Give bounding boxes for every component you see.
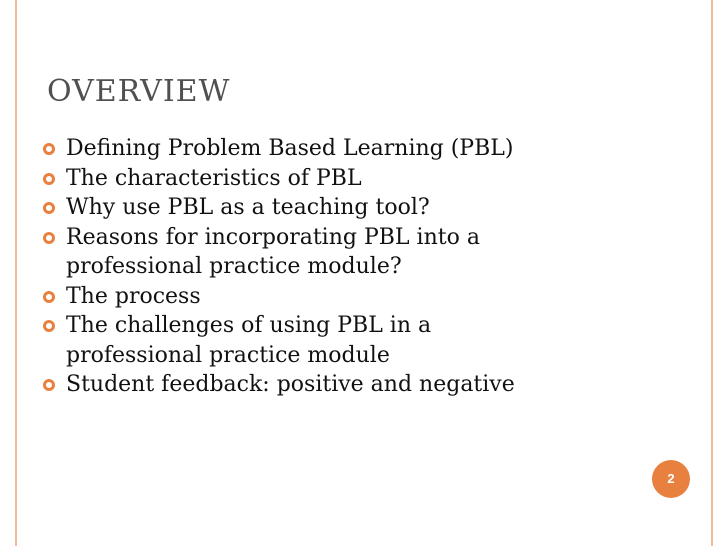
hollow-circle-icon bbox=[43, 291, 55, 303]
bullet-item bbox=[43, 223, 663, 282]
hollow-circle-icon bbox=[43, 202, 55, 214]
bullet-text: Reasons for incorporating PBL into a bbox=[66, 224, 480, 250]
hollow-circle-icon bbox=[43, 320, 55, 332]
bullet-item bbox=[43, 164, 663, 194]
left-border-rule bbox=[15, 0, 17, 546]
bullet-text: Student feedback: positive and negative bbox=[66, 372, 515, 397]
hollow-circle-icon bbox=[43, 232, 55, 244]
bullet-item bbox=[43, 134, 663, 164]
hollow-circle-icon bbox=[43, 173, 55, 185]
bullet-text-continuation: professional practice module? bbox=[66, 254, 402, 279]
bullet-item bbox=[43, 193, 663, 223]
slide-title: OVERVIEW bbox=[47, 74, 231, 109]
bullet-item bbox=[43, 311, 663, 370]
bullet-text: The process bbox=[66, 283, 201, 309]
bullet-text: Why use PBL as a teaching tool? bbox=[66, 195, 430, 220]
bullet-text-continuation: professional practice module bbox=[66, 342, 390, 368]
bullet-text: The challenges of using PBL in a bbox=[66, 313, 432, 338]
bullet-text: The characteristics of PBL bbox=[66, 165, 362, 191]
hollow-circle-icon bbox=[43, 379, 55, 391]
bullet-item bbox=[43, 370, 663, 400]
right-border-rule bbox=[711, 0, 713, 546]
bullet-text: Defining Problem Based Learning (PBL) bbox=[66, 136, 514, 161]
page-number-badge: 2 bbox=[652, 460, 690, 498]
bullet-item bbox=[43, 282, 663, 312]
bullet-list bbox=[43, 134, 663, 400]
hollow-circle-icon bbox=[43, 143, 55, 155]
